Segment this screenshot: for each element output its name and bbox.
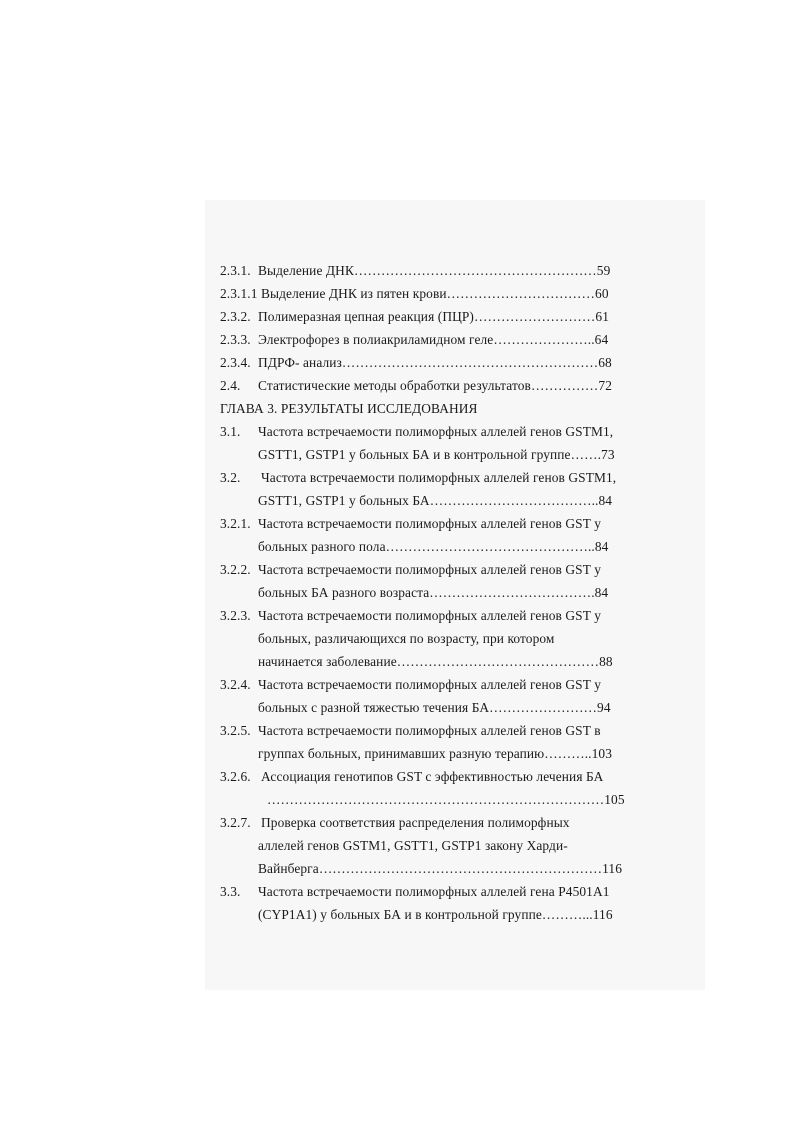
toc-title-line1: Частота встречаемости полиморфных аллелей генов GST у [258,677,602,692]
toc-title-line2: GSTT1, GSTP1 у больных БА………………………………..84 [258,493,613,508]
toc-title-line1: Частота встречаемости полиморфных аллелей генов GST в [258,723,601,738]
toc-title-line1: Частота встречаемости полиморфных аллелей гена P4501A1 [258,884,610,899]
toc-title: Электрофорез в полиакриламидном геле…………………..64 [258,332,609,347]
toc-title-line1: Частота встречаемости полиморфных аллелей генов GSTM1, [258,424,614,439]
toc-title-line2: больных разного пола………………………………………..84 [258,539,609,554]
toc-title: Выделение ДНК………………………………………………59 [258,263,611,278]
toc-title-line2: аллелей генов GSTM1, GSTT1, GSTP1 закону Харди- [258,838,568,853]
toc-title: Выделение ДНК из пятен крови……………………………60 [261,286,609,301]
toc-title-line2: больных, различающихся по возрасту, при котором [258,631,555,646]
toc-number: 2.3.4. [220,355,251,370]
toc-title-line3: начинается заболевание………………………………………88 [258,654,613,669]
toc-number: 2.4. [220,378,241,393]
toc-number: 3.1. [220,424,241,439]
toc-title: Статистические методы обработки результатов……………72 [258,378,613,393]
toc-title-line2: больных БА разного возраста……………………………….84 [258,585,609,600]
toc-title-line2: больных с разной тяжестью течения БА……………………94 [258,700,611,715]
toc-number: 3.2.4. [220,677,251,692]
toc-number: 3.2.2. [220,562,251,577]
toc-title-line2: …………………………………………………………………105 [267,792,625,807]
chapter-title: ГЛАВА 3. РЕЗУЛЬТАТЫ ИССЛЕДОВАНИЯ [220,401,478,416]
toc-title-line1: Частота встречаемости полиморфных аллелей генов GSTM1, [261,470,617,485]
toc-number: 2.3.2. [220,309,251,324]
toc-title-line3: Вайнберга………………………………………………………116 [258,861,623,876]
toc-title-line1: Ассоциация генотипов GST с эффективностью лечения БА [261,769,604,784]
toc-number: 3.2.3. [220,608,251,623]
toc-number: 2.3.1.1 [220,286,258,301]
toc-number: 2.3.1. [220,263,251,278]
toc-number: 3.3. [220,884,241,899]
toc-title: Полимеразная цепная реакция (ПЦР)………………………61 [258,309,609,324]
toc-title-line1: Проверка соответствия распределения полиморфных [261,815,570,830]
toc-title-line2: (CYP1A1) у больных БА и в контрольной группе………...116 [258,907,613,922]
toc-title-line1: Частота встречаемости полиморфных аллелей генов GST у [258,608,602,623]
toc-number: 2.3.3. [220,332,251,347]
toc-number: 3.2.6. [220,769,251,784]
toc-title: ПДРФ- анализ…………………………………………………68 [258,355,612,370]
toc-title-line2: группах больных, принимавших разную терапию………..103 [258,746,613,761]
toc-number: 3.2.7. [220,815,251,830]
toc-number: 3.2.1. [220,516,251,531]
toc-title-line1: Частота встречаемости полиморфных аллелей генов GST у [258,562,602,577]
toc-number: 3.2.5. [220,723,251,738]
toc-number: 3.2. [220,470,241,485]
toc-title-line1: Частота встречаемости полиморфных аллелей генов GST у [258,516,602,531]
toc-title-line2: GSTT1, GSTP1 у больных БА и в контрольной группе…….73 [258,447,615,462]
